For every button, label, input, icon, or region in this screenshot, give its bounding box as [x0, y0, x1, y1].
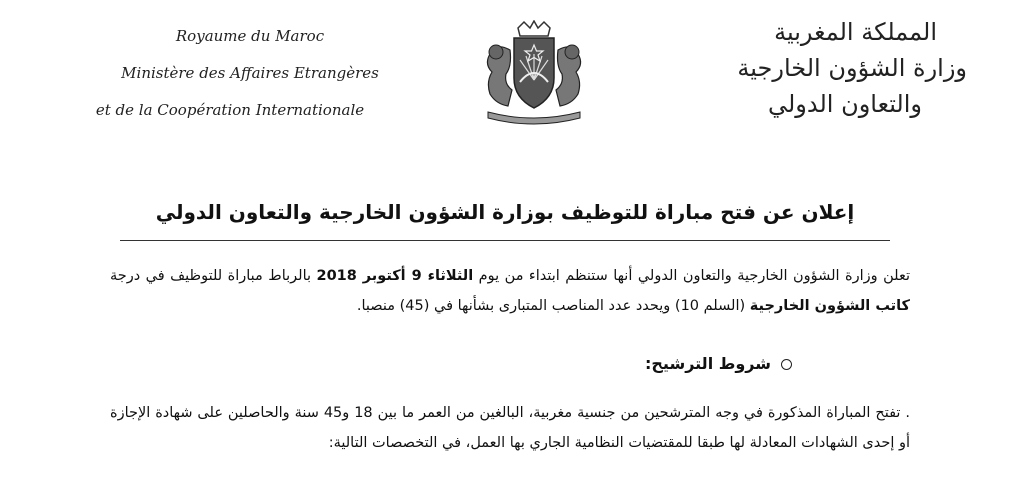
fr-ministry-line: Ministère des Affaires Etrangères	[121, 64, 379, 82]
french-letterhead	[60, 18, 440, 129]
intro-text-2: بالرباط مباراة للتوظيف في درجة	[110, 268, 317, 284]
fr-cooperation-line: et de la Coopération Internationale	[95, 101, 365, 119]
intro-paragraph	[110, 261, 910, 321]
moroccan-coat-of-arms-icon	[468, 20, 600, 126]
ar-kingdom-line: المملكة المغربية	[774, 18, 937, 46]
title-divider	[120, 240, 890, 241]
grade-name: كاتب الشؤون الخارجية	[749, 298, 910, 314]
fr-kingdom-line: Royaume du Maroc	[175, 27, 325, 45]
arabic-letterhead	[667, 14, 967, 122]
announcement-title: إعلان عن فتح مباراة للتوظيف بوزارة الشؤون الخارجية والتعاون الدولي	[155, 200, 855, 224]
conditions-heading	[645, 354, 792, 373]
ar-cooperation-line: والتعاون الدولي	[767, 90, 922, 118]
ar-ministry-line: وزارة الشؤون الخارجية	[737, 54, 967, 82]
circle-bullet-icon	[781, 359, 792, 370]
contest-date: الثلاثاء 9 أكتوبر 2018	[316, 268, 474, 284]
intro-text-3: (السلم 10) ويحدد عدد المناصب المتبارى بشأنها في (45) منصبا.	[356, 298, 750, 314]
conditions-heading-text: شروط الترشيح:	[645, 354, 771, 373]
conditions-paragraph: . تفتح المباراة المذكورة في وجه المترشحين من جنسية مغربية، البالغين من العمر ما بين 18 و45 سنة والحاصلين على شهادة الإجازة أو إحدى الشهادات المعادلة لها طبقا للمقتضيات النظامية الجاري بها العمل، في التخصصات التالية:	[110, 405, 911, 451]
intro-text-1: تعلن وزارة الشؤون الخارجية والتعاون الدولي أنها ستنظم ابتداء من يوم	[473, 268, 910, 284]
